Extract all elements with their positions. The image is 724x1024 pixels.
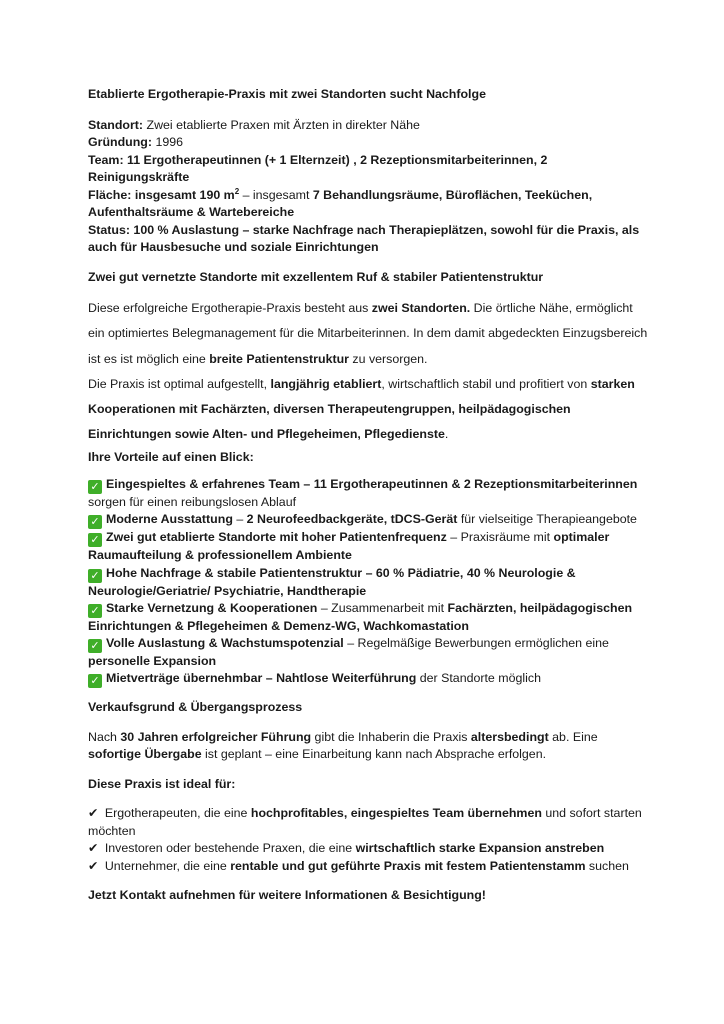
checkmark-icon: ✔ xyxy=(88,858,99,873)
check-mark-icon: ✓ xyxy=(88,639,102,653)
advantages-heading: Ihre Vorteile auf einen Blick: xyxy=(88,449,254,464)
ideal-heading: Diese Praxis ist ideal für: xyxy=(88,776,236,791)
list-item: ✔ Investoren oder bestehende Praxen, die eine wirtschaftlich starke Expansion anstreben xyxy=(88,841,605,856)
list-item: ✓ Moderne Ausstattung – 2 Neurofeedbackgeräte, tDCS-Gerät für vielseitige Therapieangebote xyxy=(88,511,648,529)
call-to-action: Jetzt Kontakt aufnehmen für weitere Informationen & Besichtigung! xyxy=(88,888,486,903)
fact-standort: Standort: Zwei etablierte Praxen mit Ärzten in direkter Nähe xyxy=(88,117,420,132)
fact-flaeche: Fläche: insgesamt 190 $m^2$ – insgesamt 7 Behandlungsräume, Büroflächen, Teeküchen, Aufenthaltsräume & Wartebereiche xyxy=(88,186,593,219)
document-page xyxy=(88,86,648,905)
check-mark-icon: ✓ xyxy=(88,604,102,618)
check-mark-icon: ✓ xyxy=(88,480,102,494)
list-item: ✓ Starke Vernetzung & Kooperationen – Zusammenarbeit mit Fachärzten, heilpädagogischen Einrichtungen & Pflegeheimen & Demenz-WG, Wachkomastation xyxy=(88,600,633,633)
checkmark-icon: ✔ xyxy=(88,806,99,821)
check-mark-icon: ✓ xyxy=(88,569,102,583)
list-item: ✓ Zwei gut etablierte Standorte mit hoher Patientenfrequenz – Praxisräume mit optimaler Raumaufteilung & professionellem Ambiente xyxy=(88,530,610,563)
list-item: ✔ Unternehmer, die eine rentable und gut geführte Praxis mit festem Patientenstamm suchen xyxy=(88,858,629,873)
section-heading-standorte: Zwei gut vernetzte Standorte mit exzellentem Ruf & stabiler Patientenstruktur xyxy=(88,269,544,284)
facts-block xyxy=(88,117,648,257)
sale-heading: Verkaufsgrund & Übergangsprozess xyxy=(88,700,303,715)
advantages-list xyxy=(88,476,648,688)
check-mark-icon: ✓ xyxy=(88,515,102,529)
checkmark-icon: ✔ xyxy=(88,841,99,856)
list-item: ✓ Eingespieltes & erfahrenes Team – 11 Ergotherapeutinnen & 2 Rezeptionsmitarbeiterinnen sorgen für einen reibungslosen Ablauf xyxy=(88,477,638,510)
fact-gruendung: Gründung: 1996 xyxy=(88,135,184,149)
fact-team: Team: 11 Ergotherapeutinnen (+ 1 Elternzeit) , 2 Rezeptionsmitarbeiterinnen, 2 Reinigungskräfte xyxy=(88,152,548,184)
intro-paragraph-2: Die Praxis ist optimal aufgestellt, langjährig etabliert, wirtschaftlich stabil und profitiert von starken Kooperationen mit Fachärzten, diversen Therapeutengruppen, heilpädagogischen Einrichtungen sowie Alten- und Pflegeheimen, Pflegedienste. xyxy=(88,376,635,442)
intro-paragraph-1: Diese erfolgreiche Ergotherapie-Praxis besteht aus zwei Standorten. Die örtliche Nähe, ermöglicht ein optimiertes Belegmanagement für die Mitarbeiterinnen. In dem damit abgedeckten Einzugsbereich ist es ist möglich eine breite Patientenstruktur zu versorgen. xyxy=(88,301,648,366)
list-item: ✓ Hohe Nachfrage & stabile Patientenstruktur – 60 % Pädiatrie, 40 % Neurologie & Neurologie/Geriatrie/ Psychiatrie, Handtherapie xyxy=(88,565,576,598)
document-title: Etablierte Ergotherapie-Praxis mit zwei Standorten sucht Nachfolge xyxy=(88,87,486,101)
check-mark-icon: ✓ xyxy=(88,674,102,688)
list-item: ✓ Volle Auslastung & Wachstumspotenzial – Regelmäßige Bewerbungen ermöglichen eine personelle Expansion xyxy=(88,636,609,669)
intro-text xyxy=(88,296,648,448)
sale-paragraph: Nach 30 Jahren erfolgreicher Führung gibt die Inhaberin die Praxis altersbedingt ab. Eine sofortige Übergabe ist geplant – eine Einarbeitung kann nach Absprache erfolgen. xyxy=(88,729,598,762)
list-item: ✓ Mietverträge übernehmbar – Nahtlose Weiterführung der Standorte möglich xyxy=(88,670,648,688)
check-mark-icon: ✓ xyxy=(88,533,102,547)
list-item: ✔ Ergotherapeuten, die eine hochprofitables, eingespieltes Team übernehmen und sofort starten möchten xyxy=(88,806,642,838)
fact-status: Status: 100 % Auslastung – starke Nachfrage nach Therapieplätzen, sowohl für die Praxis, als auch für Hausbesuche und soziale Einrichtungen xyxy=(88,222,640,254)
ideal-list xyxy=(88,805,648,875)
